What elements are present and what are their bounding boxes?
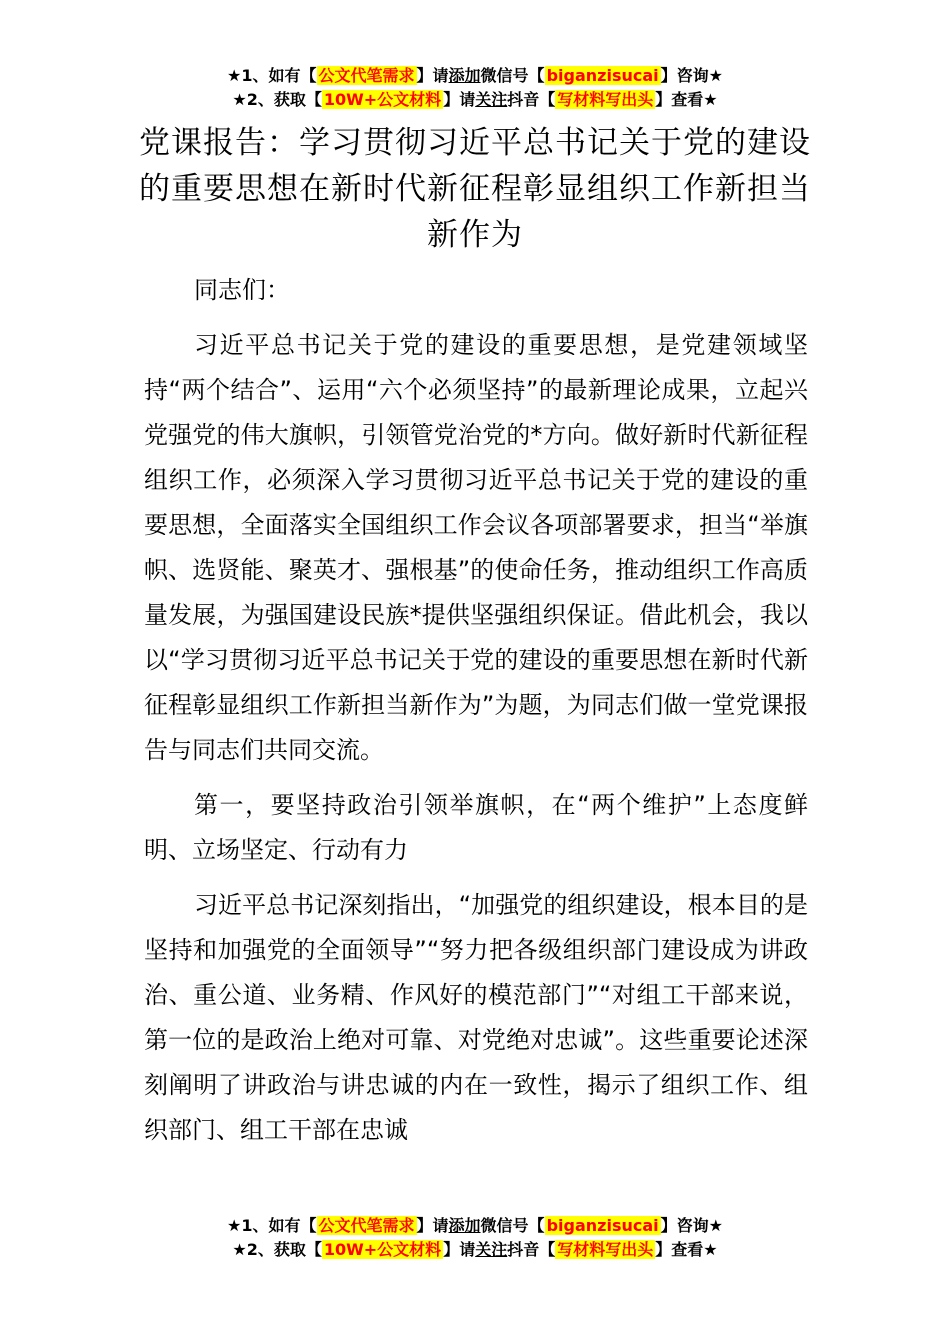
banner-text: 抖音【 — [507, 1240, 556, 1259]
banner-text: ★1、如有【 — [227, 66, 317, 85]
body-paragraph: 习近平总书记深刻指出，“加强党的组织建设，根本目的是坚持和加强党的全面领导”“努力把各级组织部门建设成为讲政治、重公道、业务精、作风好的模范部门”“对组工干部来说，第一位的是政治上绝对可靠、对党绝对忠诚”。这些重要论述深刻阐明了讲政治与讲忠诚的内在一致性，揭示了组织工作、组织部门、组工干部在忠诚 — [144, 891, 808, 1144]
banner-text: 微信号【 — [480, 66, 545, 85]
highlight-wechat-id: biganzisucai — [546, 66, 659, 85]
highlight-douyin-account: 写材料写出头 — [557, 90, 654, 109]
banner-text: 】查看★ — [655, 90, 718, 109]
banner-text: 抖音【 — [507, 90, 556, 109]
banner-text: 】查看★ — [655, 1240, 718, 1259]
highlight-wechat-id: biganzisucai — [546, 1216, 659, 1235]
banner-text: ★1、如有【 — [227, 1216, 317, 1235]
greeting: 同志们： — [194, 276, 290, 304]
banner-text-underlined: 关注 — [475, 90, 508, 109]
footer-banner — [0, 1214, 950, 1262]
banner-text: 】咨询★ — [660, 66, 723, 85]
highlight-service: 公文代笔需求 — [318, 66, 415, 85]
banner-text-underlined: 添加 — [448, 66, 481, 85]
banner-text: 微信号【 — [480, 1216, 545, 1235]
body-paragraph: 习近平总书记关于党的建设的重要思想，是党建领域坚持“两个结合”、运用“六个必须坚持”的最新理论成果，立起兴党强党的伟大旗帜，引领管党治党的*方向。做好新时代新征程组织工作，必须深入学习贯彻习近平总书记关于党的建设的重要思想，全面落实全国组织工作会议各项部署要求，担当“举旗帜、选贤能、聚英才、强根基”的使命任务，推动组织工作高质量发展，为强国建设民族*提供坚强组织保证。借此机会，我以以“学习贯彻习近平总书记关于党的建设的重要思想在新时代新征程彰显组织工作新担当新作为”为题，为同志们做一堂党课报告与同志们共同交流。 — [144, 331, 808, 764]
banner-text: 】请 — [416, 66, 449, 85]
banner-text: ★2、获取【 — [232, 90, 322, 109]
highlight-douyin-account: 写材料写出头 — [557, 1240, 654, 1259]
banner-text: 】请 — [443, 90, 476, 109]
banner-text-underlined: 添加 — [448, 1216, 481, 1235]
highlight-materials: 10W+公文材料 — [323, 1240, 442, 1259]
banner-line-2 — [0, 88, 950, 112]
header-banner — [0, 64, 950, 112]
banner-text: 】咨询★ — [660, 1216, 723, 1235]
document-title: 党课报告：学习贯彻习近平总书记关于党的建设的重要思想在新时代新征程彰显组织工作新担当新作为 — [139, 125, 811, 253]
banner-text: 】请 — [443, 1240, 476, 1259]
banner-line-2 — [0, 1238, 950, 1262]
banner-text: ★2、获取【 — [232, 1240, 322, 1259]
banner-line-1 — [0, 64, 950, 88]
highlight-service: 公文代笔需求 — [318, 1216, 415, 1235]
banner-text-underlined: 关注 — [475, 1240, 508, 1259]
section-heading: 第一，要坚持政治引领举旗帜，在“两个维护”上态度鲜明、立场坚定、行动有力 — [144, 791, 808, 864]
banner-text: 】请 — [416, 1216, 449, 1235]
document-body — [144, 268, 808, 1163]
banner-line-1 — [0, 1214, 950, 1238]
highlight-materials: 10W+公文材料 — [323, 90, 442, 109]
